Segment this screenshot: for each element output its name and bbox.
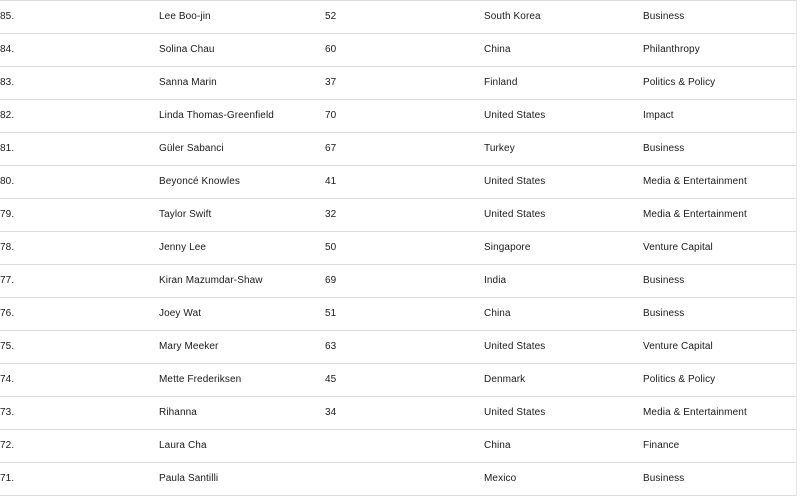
category-cell: Business	[643, 143, 685, 154]
country-cell: United States	[484, 110, 546, 121]
country-cell: United States	[484, 176, 546, 187]
country-cell: Finland	[484, 77, 518, 88]
name-cell: Mary Meeker	[159, 341, 219, 352]
table-row[interactable]	[0, 463, 796, 496]
age-cell: 37	[325, 77, 337, 88]
name-cell: Jenny Lee	[159, 242, 207, 253]
name-cell: Linda Thomas-Greenfield	[159, 110, 274, 121]
age-cell: 34	[325, 407, 337, 418]
table-row[interactable]	[0, 166, 796, 199]
table-row[interactable]	[0, 133, 796, 166]
name-cell: Sanna Marin	[159, 77, 217, 88]
age-cell: 60	[325, 44, 337, 55]
table-row[interactable]	[0, 265, 796, 298]
category-cell: Venture Capital	[643, 242, 713, 253]
category-cell: Venture Capital	[643, 341, 713, 352]
category-cell: Media & Entertainment	[643, 176, 747, 187]
rank-cell: 82.	[0, 110, 15, 121]
country-cell: United States	[484, 209, 546, 220]
table-row[interactable]	[0, 298, 796, 331]
name-cell: Taylor Swift	[159, 209, 212, 220]
rank-cell: 80.	[0, 176, 15, 187]
table-row[interactable]	[0, 67, 796, 100]
category-cell: Business	[643, 275, 685, 286]
name-cell: Rihanna	[159, 407, 197, 418]
table-row[interactable]	[0, 1, 796, 34]
table-row[interactable]	[0, 34, 796, 67]
rank-cell: 79.	[0, 209, 15, 220]
age-cell: 70	[325, 110, 337, 121]
name-cell: Güler Sabanci	[159, 143, 224, 154]
age-cell: 52	[325, 11, 337, 22]
rank-cell: 72.	[0, 440, 15, 451]
country-cell: China	[484, 308, 511, 319]
rank-cell: 74.	[0, 374, 15, 385]
rank-cell: 76.	[0, 308, 15, 319]
country-cell: Mexico	[484, 473, 517, 484]
age-cell: 51	[325, 308, 337, 319]
country-cell: China	[484, 440, 511, 451]
table-row[interactable]	[0, 430, 796, 463]
table-row[interactable]	[0, 397, 796, 430]
country-cell: China	[484, 44, 511, 55]
name-cell: Solina Chau	[159, 44, 215, 55]
age-cell: 41	[325, 176, 337, 187]
category-cell: Business	[643, 473, 685, 484]
country-cell: Turkey	[484, 143, 515, 154]
age-cell: 50	[325, 242, 337, 253]
rank-cell: 73.	[0, 407, 15, 418]
category-cell: Impact	[643, 110, 674, 121]
rank-cell: 78.	[0, 242, 15, 253]
table-row[interactable]	[0, 232, 796, 265]
category-cell: Media & Entertainment	[643, 209, 747, 220]
country-cell: India	[484, 275, 507, 286]
category-cell: Media & Entertainment	[643, 407, 747, 418]
rank-cell: 81.	[0, 143, 15, 154]
name-cell: Mette Frederiksen	[159, 374, 242, 385]
name-cell: Laura Cha	[159, 440, 207, 451]
name-cell: Joey Wat	[159, 308, 202, 319]
rank-cell: 77.	[0, 275, 15, 286]
table-row[interactable]	[0, 331, 796, 364]
category-cell: Business	[643, 308, 685, 319]
name-cell: Paula Santilli	[159, 473, 219, 484]
rank-cell: 75.	[0, 341, 15, 352]
age-cell: 63	[325, 341, 337, 352]
rank-cell: 84.	[0, 44, 15, 55]
category-cell: Finance	[643, 440, 680, 451]
country-cell: United States	[484, 341, 546, 352]
category-cell: Business	[643, 11, 685, 22]
country-cell: Denmark	[484, 374, 526, 385]
name-cell: Kiran Mazumdar-Shaw	[159, 275, 263, 286]
rank-cell: 71.	[0, 473, 15, 484]
age-cell: 67	[325, 143, 337, 154]
table-row[interactable]	[0, 199, 796, 232]
age-cell: 69	[325, 275, 337, 286]
rank-cell: 85.	[0, 11, 15, 22]
rank-cell: 83.	[0, 77, 15, 88]
category-cell: Philanthropy	[643, 44, 700, 55]
table-row[interactable]	[0, 364, 796, 397]
category-cell: Politics & Policy	[643, 374, 716, 385]
name-cell: Lee Boo-jin	[159, 11, 211, 22]
age-cell: 32	[325, 209, 337, 220]
name-cell: Beyoncé Knowles	[159, 176, 240, 187]
table-row[interactable]	[0, 100, 796, 133]
country-cell: South Korea	[484, 11, 541, 22]
country-cell: United States	[484, 407, 546, 418]
age-cell: 45	[325, 374, 337, 385]
category-cell: Politics & Policy	[643, 77, 716, 88]
country-cell: Singapore	[484, 242, 531, 253]
